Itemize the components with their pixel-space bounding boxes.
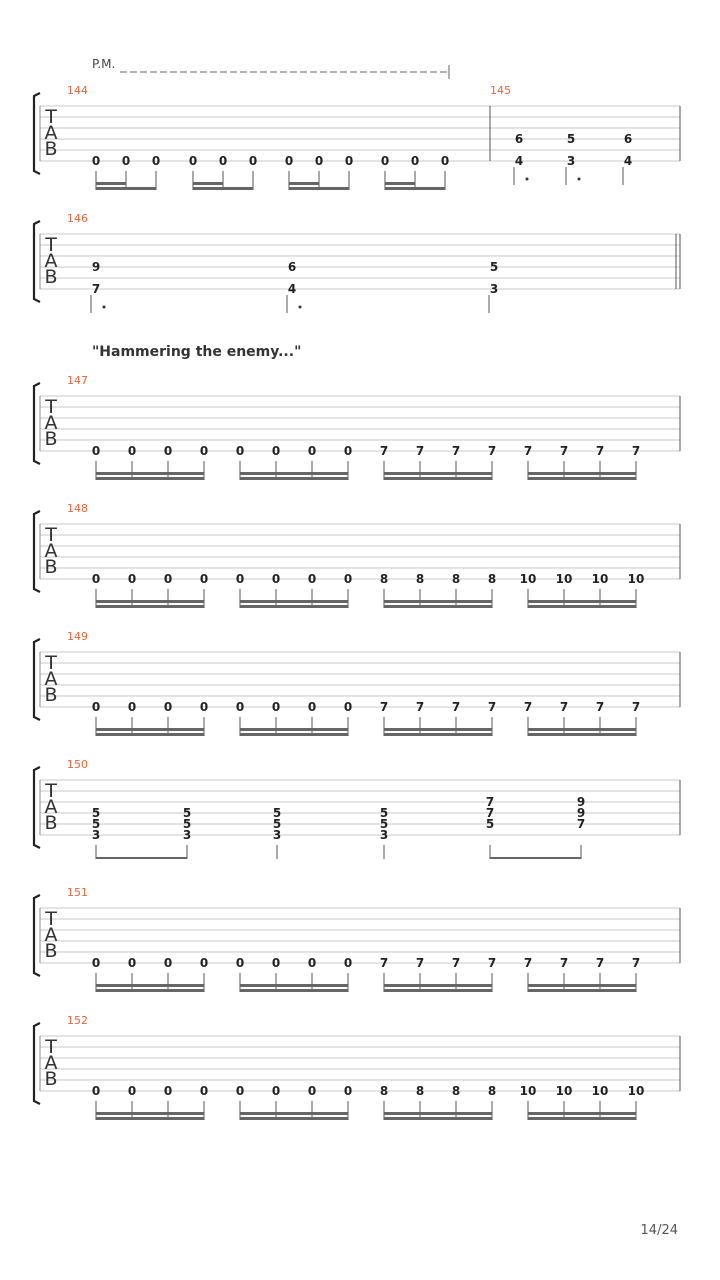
fret-number: 8 xyxy=(415,1084,425,1098)
beam xyxy=(289,187,349,190)
beam-secondary xyxy=(384,600,492,603)
fret-number: 0 xyxy=(127,700,137,714)
fret-number: 8 xyxy=(451,1084,461,1098)
fret-number: 0 xyxy=(199,1084,209,1098)
fret-number: 5 xyxy=(91,817,101,831)
tab-clef-letter: A xyxy=(44,796,58,818)
tab-system xyxy=(34,758,680,859)
fret-number: 0 xyxy=(284,154,294,168)
fret-number: 0 xyxy=(314,154,324,168)
fret-number: 0 xyxy=(127,1084,137,1098)
fret-number: 7 xyxy=(451,956,461,970)
system-bracket xyxy=(34,639,40,720)
fret-number: 3 xyxy=(91,828,101,842)
tab-clef-letter: T xyxy=(45,652,57,674)
system-bracket xyxy=(34,767,40,848)
beam-secondary xyxy=(240,728,348,731)
fret-number: 7 xyxy=(559,700,569,714)
fret-number: 10 xyxy=(555,572,573,586)
tab-clef-letter: T xyxy=(45,780,57,802)
beam xyxy=(96,989,204,992)
beam xyxy=(240,989,348,992)
tab-system xyxy=(34,212,680,313)
section-label: "Hammering the enemy..." xyxy=(92,344,302,360)
beam-secondary xyxy=(528,984,636,987)
fret-number: 8 xyxy=(487,1084,497,1098)
beam-secondary xyxy=(96,472,204,475)
beam-secondary xyxy=(385,182,415,185)
fret-number: 0 xyxy=(307,444,317,458)
system-bracket xyxy=(34,895,40,976)
fret-number: 0 xyxy=(343,956,353,970)
beam-secondary xyxy=(240,1112,348,1115)
fret-number: 3 xyxy=(272,828,282,842)
fret-number: 10 xyxy=(519,1084,537,1098)
fret-number: 0 xyxy=(307,572,317,586)
fret-number: 0 xyxy=(235,572,245,586)
beam xyxy=(240,477,348,480)
tab-clef-letter: A xyxy=(44,122,58,144)
system-bracket xyxy=(34,511,40,592)
tab-clef-letter: B xyxy=(44,556,58,578)
fret-number: 8 xyxy=(451,572,461,586)
tab-clef-letter: A xyxy=(44,412,58,434)
tab-clef-letter: B xyxy=(44,266,58,288)
fret-number: 0 xyxy=(380,154,390,168)
beam xyxy=(96,477,204,480)
fret-number: 7 xyxy=(559,956,569,970)
tab-clef-letter: A xyxy=(44,540,58,562)
fret-number: 0 xyxy=(344,154,354,168)
measure-number: 144 xyxy=(67,84,88,97)
fret-number: 5 xyxy=(566,132,576,146)
fret-number: 0 xyxy=(343,1084,353,1098)
tab-clef-letter: B xyxy=(44,940,58,962)
fret-number: 5 xyxy=(272,806,282,820)
fret-number: 7 xyxy=(595,956,605,970)
beam xyxy=(96,857,187,859)
fret-number: 0 xyxy=(271,700,281,714)
beam-secondary xyxy=(193,182,223,185)
beam-secondary xyxy=(384,1112,492,1115)
fret-number: 7 xyxy=(631,700,641,714)
beam-secondary xyxy=(96,1112,204,1115)
tab-clef-letter: T xyxy=(45,234,57,256)
fret-number: 7 xyxy=(379,956,389,970)
fret-number: 7 xyxy=(487,444,497,458)
measure-number: 150 xyxy=(67,758,88,771)
tab-clef-letter: T xyxy=(45,106,57,128)
fret-number: 0 xyxy=(235,444,245,458)
beam-secondary xyxy=(384,728,492,731)
fret-number: 0 xyxy=(163,700,173,714)
fret-number: 0 xyxy=(127,572,137,586)
beam-secondary xyxy=(240,600,348,603)
fret-number: 0 xyxy=(199,572,209,586)
fret-number: 0 xyxy=(163,444,173,458)
fret-number: 0 xyxy=(235,700,245,714)
augmentation-dot xyxy=(578,178,581,181)
tab-systems xyxy=(34,84,680,1120)
fret-number: 0 xyxy=(343,444,353,458)
measure-number: 147 xyxy=(67,374,88,387)
fret-number: 5 xyxy=(91,806,101,820)
measure-number: 146 xyxy=(67,212,88,225)
beam xyxy=(384,1117,492,1120)
beam xyxy=(96,187,156,190)
tab-clef-letter: B xyxy=(44,428,58,450)
beam xyxy=(96,605,204,608)
fret-number: 8 xyxy=(379,572,389,586)
fret-number: 0 xyxy=(199,444,209,458)
fret-number: 8 xyxy=(487,572,497,586)
beam-secondary xyxy=(528,600,636,603)
fret-number: 6 xyxy=(514,132,524,146)
fret-number: 7 xyxy=(379,444,389,458)
fret-number: 0 xyxy=(271,572,281,586)
fret-number: 10 xyxy=(555,1084,573,1098)
fret-number: 0 xyxy=(343,572,353,586)
beam-secondary xyxy=(96,600,204,603)
beam xyxy=(528,605,636,608)
fret-number: 0 xyxy=(91,700,101,714)
beam xyxy=(193,187,253,190)
fret-number: 0 xyxy=(235,1084,245,1098)
fret-number: 10 xyxy=(627,572,645,586)
tab-system xyxy=(34,1014,680,1120)
augmentation-dot xyxy=(299,306,302,309)
measure-number: 152 xyxy=(67,1014,88,1027)
measure-number: 148 xyxy=(67,502,88,515)
measure-number: 151 xyxy=(67,886,88,899)
fret-number: 7 xyxy=(485,806,495,820)
beam-secondary xyxy=(384,472,492,475)
system-bracket xyxy=(34,1023,40,1104)
beam-secondary xyxy=(96,728,204,731)
fret-number: 0 xyxy=(218,154,228,168)
beam xyxy=(385,187,445,190)
fret-number: 0 xyxy=(235,956,245,970)
fret-number: 0 xyxy=(163,1084,173,1098)
fret-number: 10 xyxy=(519,572,537,586)
fret-number: 0 xyxy=(343,700,353,714)
fret-number: 7 xyxy=(523,956,533,970)
beam-secondary xyxy=(384,984,492,987)
beam-secondary xyxy=(528,728,636,731)
fret-number: 3 xyxy=(182,828,192,842)
fret-number: 0 xyxy=(307,1084,317,1098)
fret-number: 7 xyxy=(576,817,586,831)
system-bracket xyxy=(34,93,40,174)
tab-clef-letter: A xyxy=(44,1052,58,1074)
fret-number: 7 xyxy=(485,795,495,809)
tab-clef-letter: T xyxy=(45,524,57,546)
beam xyxy=(528,1117,636,1120)
fret-number: 7 xyxy=(595,444,605,458)
fret-number: 0 xyxy=(151,154,161,168)
tab-clef-letter: A xyxy=(44,250,58,272)
tab-clef-letter: T xyxy=(45,1036,57,1058)
fret-number: 5 xyxy=(379,817,389,831)
fret-number: 0 xyxy=(271,1084,281,1098)
tab-system xyxy=(34,374,680,480)
tab-clef-letter: A xyxy=(44,668,58,690)
fret-number: 3 xyxy=(489,282,499,296)
tab-clef-letter: A xyxy=(44,924,58,946)
fret-number: 0 xyxy=(127,956,137,970)
fret-number: 4 xyxy=(287,282,297,296)
beam-secondary xyxy=(528,1112,636,1115)
fret-number: 0 xyxy=(163,956,173,970)
fret-number: 9 xyxy=(576,795,586,809)
fret-number: 5 xyxy=(272,817,282,831)
fret-number: 9 xyxy=(91,260,101,274)
fret-number: 0 xyxy=(271,444,281,458)
system-bracket xyxy=(34,221,40,302)
fret-number: 7 xyxy=(487,700,497,714)
beam xyxy=(384,477,492,480)
fret-number: 0 xyxy=(410,154,420,168)
system-bracket xyxy=(34,383,40,464)
tab-clef-letter: B xyxy=(44,812,58,834)
fret-number: 0 xyxy=(199,700,209,714)
beam xyxy=(240,1117,348,1120)
tab-system xyxy=(34,502,680,608)
beam xyxy=(528,733,636,736)
tab-clef-letter: B xyxy=(44,138,58,160)
beam xyxy=(528,477,636,480)
fret-number: 7 xyxy=(631,956,641,970)
fret-number: 0 xyxy=(91,444,101,458)
tab-clef-letter: T xyxy=(45,908,57,930)
fret-number: 0 xyxy=(127,444,137,458)
fret-number: 0 xyxy=(271,956,281,970)
beam xyxy=(384,733,492,736)
fret-number: 7 xyxy=(415,956,425,970)
augmentation-dot xyxy=(103,306,106,309)
fret-number: 7 xyxy=(523,700,533,714)
fret-number: 10 xyxy=(627,1084,645,1098)
fret-number: 7 xyxy=(451,444,461,458)
fret-number: 5 xyxy=(182,817,192,831)
fret-number: 3 xyxy=(379,828,389,842)
fret-number: 0 xyxy=(163,572,173,586)
fret-number: 7 xyxy=(523,444,533,458)
beam xyxy=(96,1117,204,1120)
page-number: 14/24 xyxy=(640,1223,678,1238)
beam-secondary xyxy=(240,472,348,475)
tab-system xyxy=(34,84,680,190)
fret-number: 3 xyxy=(566,154,576,168)
beam xyxy=(528,989,636,992)
fret-number: 7 xyxy=(415,444,425,458)
fret-number: 0 xyxy=(121,154,131,168)
fret-number: 0 xyxy=(91,154,101,168)
fret-number: 5 xyxy=(182,806,192,820)
beam-secondary xyxy=(289,182,319,185)
fret-number: 0 xyxy=(307,700,317,714)
beam-secondary xyxy=(240,984,348,987)
fret-number: 0 xyxy=(91,572,101,586)
fret-number: 7 xyxy=(415,700,425,714)
fret-number: 0 xyxy=(199,956,209,970)
beam xyxy=(384,989,492,992)
fret-number: 7 xyxy=(451,700,461,714)
fret-number: 5 xyxy=(489,260,499,274)
fret-number: 7 xyxy=(559,444,569,458)
tab-system xyxy=(34,630,680,736)
fret-number: 0 xyxy=(91,956,101,970)
tab-clef-letter: T xyxy=(45,396,57,418)
beam xyxy=(240,733,348,736)
beam xyxy=(384,605,492,608)
fret-number: 7 xyxy=(631,444,641,458)
beam xyxy=(240,605,348,608)
fret-number: 7 xyxy=(91,282,101,296)
fret-number: 0 xyxy=(91,1084,101,1098)
beam xyxy=(96,733,204,736)
fret-number: 7 xyxy=(379,700,389,714)
fret-number: 4 xyxy=(623,154,633,168)
fret-number: 10 xyxy=(591,1084,609,1098)
beam-secondary xyxy=(96,182,126,185)
fret-number: 6 xyxy=(287,260,297,274)
fret-number: 10 xyxy=(591,572,609,586)
measure-number: 145 xyxy=(490,84,511,97)
fret-number: 0 xyxy=(248,154,258,168)
fret-number: 0 xyxy=(307,956,317,970)
fret-number: 8 xyxy=(379,1084,389,1098)
fret-number: 0 xyxy=(440,154,450,168)
beam-secondary xyxy=(528,472,636,475)
palm-mute-label: P.M. xyxy=(92,57,116,71)
augmentation-dot xyxy=(526,178,529,181)
fret-number: 6 xyxy=(623,132,633,146)
fret-number: 9 xyxy=(576,806,586,820)
tab-system xyxy=(34,886,680,992)
fret-number: 0 xyxy=(188,154,198,168)
fret-number: 5 xyxy=(485,817,495,831)
tab-clef-letter: B xyxy=(44,1068,58,1090)
measure-number: 149 xyxy=(67,630,88,643)
fret-number: 7 xyxy=(487,956,497,970)
fret-number: 4 xyxy=(514,154,524,168)
fret-number: 8 xyxy=(415,572,425,586)
fret-number: 7 xyxy=(595,700,605,714)
beam xyxy=(490,857,581,859)
beam-secondary xyxy=(96,984,204,987)
fret-number: 5 xyxy=(379,806,389,820)
tab-clef-letter: B xyxy=(44,684,58,706)
